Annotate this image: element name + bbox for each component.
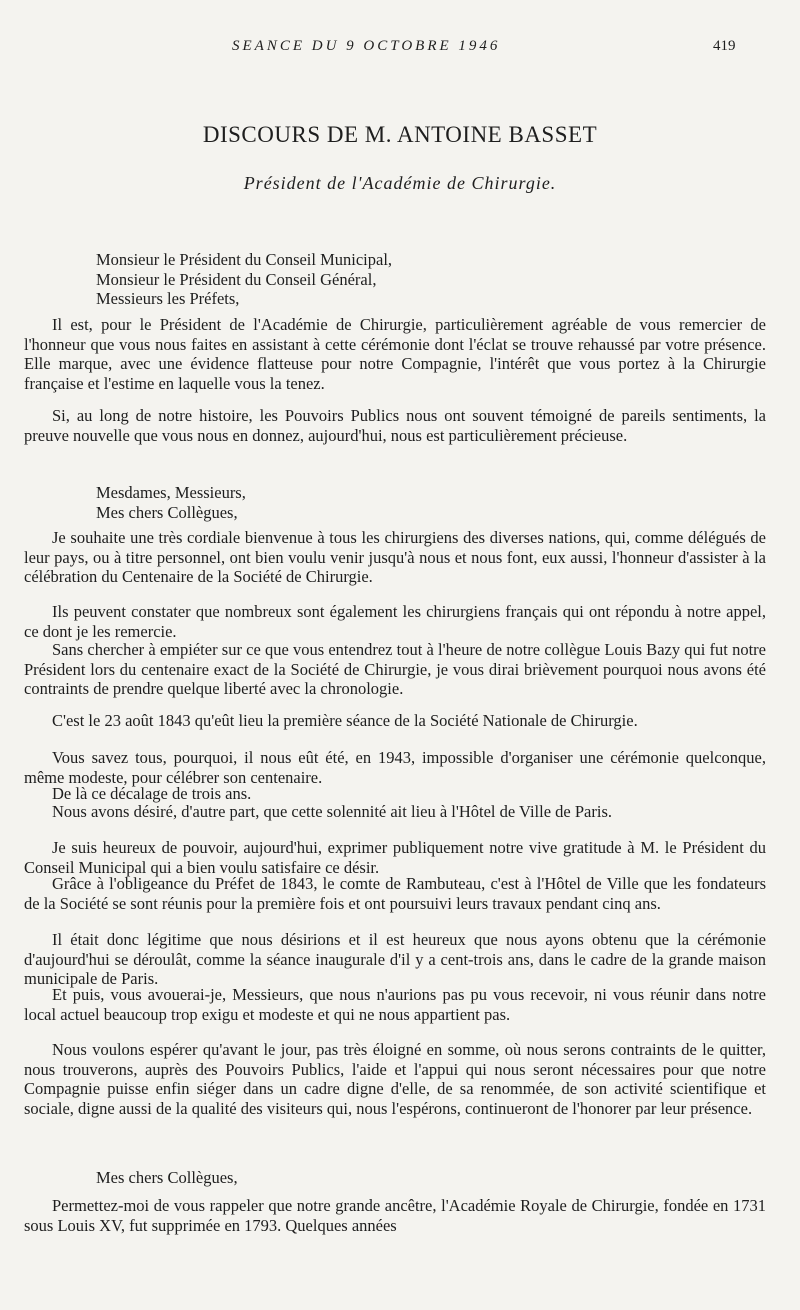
- salutation-line: Mes chers Collègues,: [96, 502, 238, 522]
- paragraph: Nous avons désiré, d'autre part, que cette solennité ait lieu à l'Hôtel de Ville de Paris.: [52, 802, 612, 821]
- paragraph: Sans chercher à empiéter sur ce que vous entendrez tout à l'heure de notre collègue Louis Bazy qui fut notre Président lors du centenaire exact de la Société de Chirurgie, je vous dirai brièvement pourquoi nous avons été contraints de prendre quelque liberté avec la chronologie.: [24, 640, 766, 698]
- salutation-line: Monsieur le Président du Conseil Municipal,: [96, 250, 393, 269]
- speech-subheading: Président de l'Académie de Chirurgie.: [243, 173, 557, 193]
- paragraph: Ils peuvent constater que nombreux sont également les chirurgiens français qui ont répondu à notre appel, ce dont je les remercie.: [24, 602, 766, 641]
- salutation-line: Mesdames, Messieurs,: [96, 483, 246, 502]
- paragraph: Je souhaite une très cordiale bienvenue à tous les chirurgiens des diverses nations, qui, comme délégués de leur pays, ou à titre personnel, ont bien voulu venir jusqu'à nous et nous font, eux aussi, l'honneur d'assister à la célébration du Centenaire de la Société de Chirurgie.: [24, 528, 766, 586]
- paragraph: Il est, pour le Président de l'Académie de Chirurgie, particulièrement agréable de vous remercier de l'honneur que vous nous faites en assistant à cette cérémonie dont l'éclat se trouve rehaussé par votre présence. Elle marque, avec une évidence flatteuse pour notre Compagnie, l'intérêt que vous portez à la Chirurgie française et l'estime en laquelle vous la tenez.: [24, 315, 766, 393]
- paragraph: Je suis heureux de pouvoir, aujourd'hui, exprimer publiquement notre vive gratitude à M. le Président du Conseil Municipal qui a bien voulu satisfaire ce désir.: [24, 838, 766, 877]
- speech-heading: DISCOURS DE M. ANTOINE BASSET: [202, 122, 598, 147]
- paragraph: C'est le 23 août 1843 qu'eût lieu la première séance de la Société Nationale de Chirurgie.: [52, 711, 638, 730]
- paragraph: Grâce à l'obligeance du Préfet de 1843, le comte de Rambuteau, c'est à l'Hôtel de Ville que les fondateurs de la Société se sont réunis pour la première fois et ont poursuivi leurs travaux pendant cinq ans.: [24, 874, 766, 913]
- paragraph: Permettez-moi de vous rappeler que notre grande ancêtre, l'Académie Royale de Chirurgie, fondée en 1731 sous Louis XV, fut supprimée en 1793. Quelques années: [24, 1196, 766, 1235]
- paragraph: Il était donc légitime que nous désirions et il est heureux que nous ayons obtenu que la cérémonie d'aujourd'hui se déroulât, comme la séance inaugurale d'il y a cent-trois ans, dans le cadre de la grande maison municipale de Paris.: [24, 930, 766, 988]
- salutation-block-2: [96, 483, 246, 522]
- salutation-line: Monsieur le Président du Conseil Général,: [96, 269, 377, 289]
- page-number: 419: [713, 38, 736, 54]
- paragraph: Et puis, vous avouerai-je, Messieurs, que nous n'aurions pas pu vous recevoir, ni vous réunir dans notre local actuel beaucoup trop exigu et modeste et qui ne nous appartient pas.: [24, 985, 766, 1024]
- running-head-title: SEANCE DU 9 OCTOBRE 1946: [232, 38, 501, 54]
- paragraph: De là ce décalage de trois ans.: [52, 784, 252, 803]
- salutation-line: Messieurs les Préfets,: [96, 289, 240, 308]
- salutation-line: Mes chers Collègues,: [96, 1168, 238, 1187]
- paragraph: Nous voulons espérer qu'avant le jour, pas très éloigné en somme, où nous serons contraints de le quitter, nous trouverons, auprès des Pouvoirs Publics, l'aide et l'appui qui nous seront nécessaires pour que notre Compagnie puisse enfin siéger dans un cadre digne d'elle, de sa renommée, de son activité scientifique et sociale, digne aussi de la qualité des visiteurs qui, nous l'espérons, continueront de l'honorer par leur présence.: [24, 1040, 766, 1118]
- salutation-block-1: [96, 250, 392, 309]
- paragraph: Vous savez tous, pourquoi, il nous eût été, en 1943, impossible d'organiser une cérémonie quelconque, même modeste, pour célébrer son centenaire.: [24, 748, 766, 787]
- salutation-block-3: [96, 1168, 238, 1188]
- paragraph: Si, au long de notre histoire, les Pouvoirs Publics nous ont souvent témoigné de pareils sentiments, la preuve nouvelle que vous nous en donnez, aujourd'hui, nous est particulièrement précieuse.: [24, 406, 766, 445]
